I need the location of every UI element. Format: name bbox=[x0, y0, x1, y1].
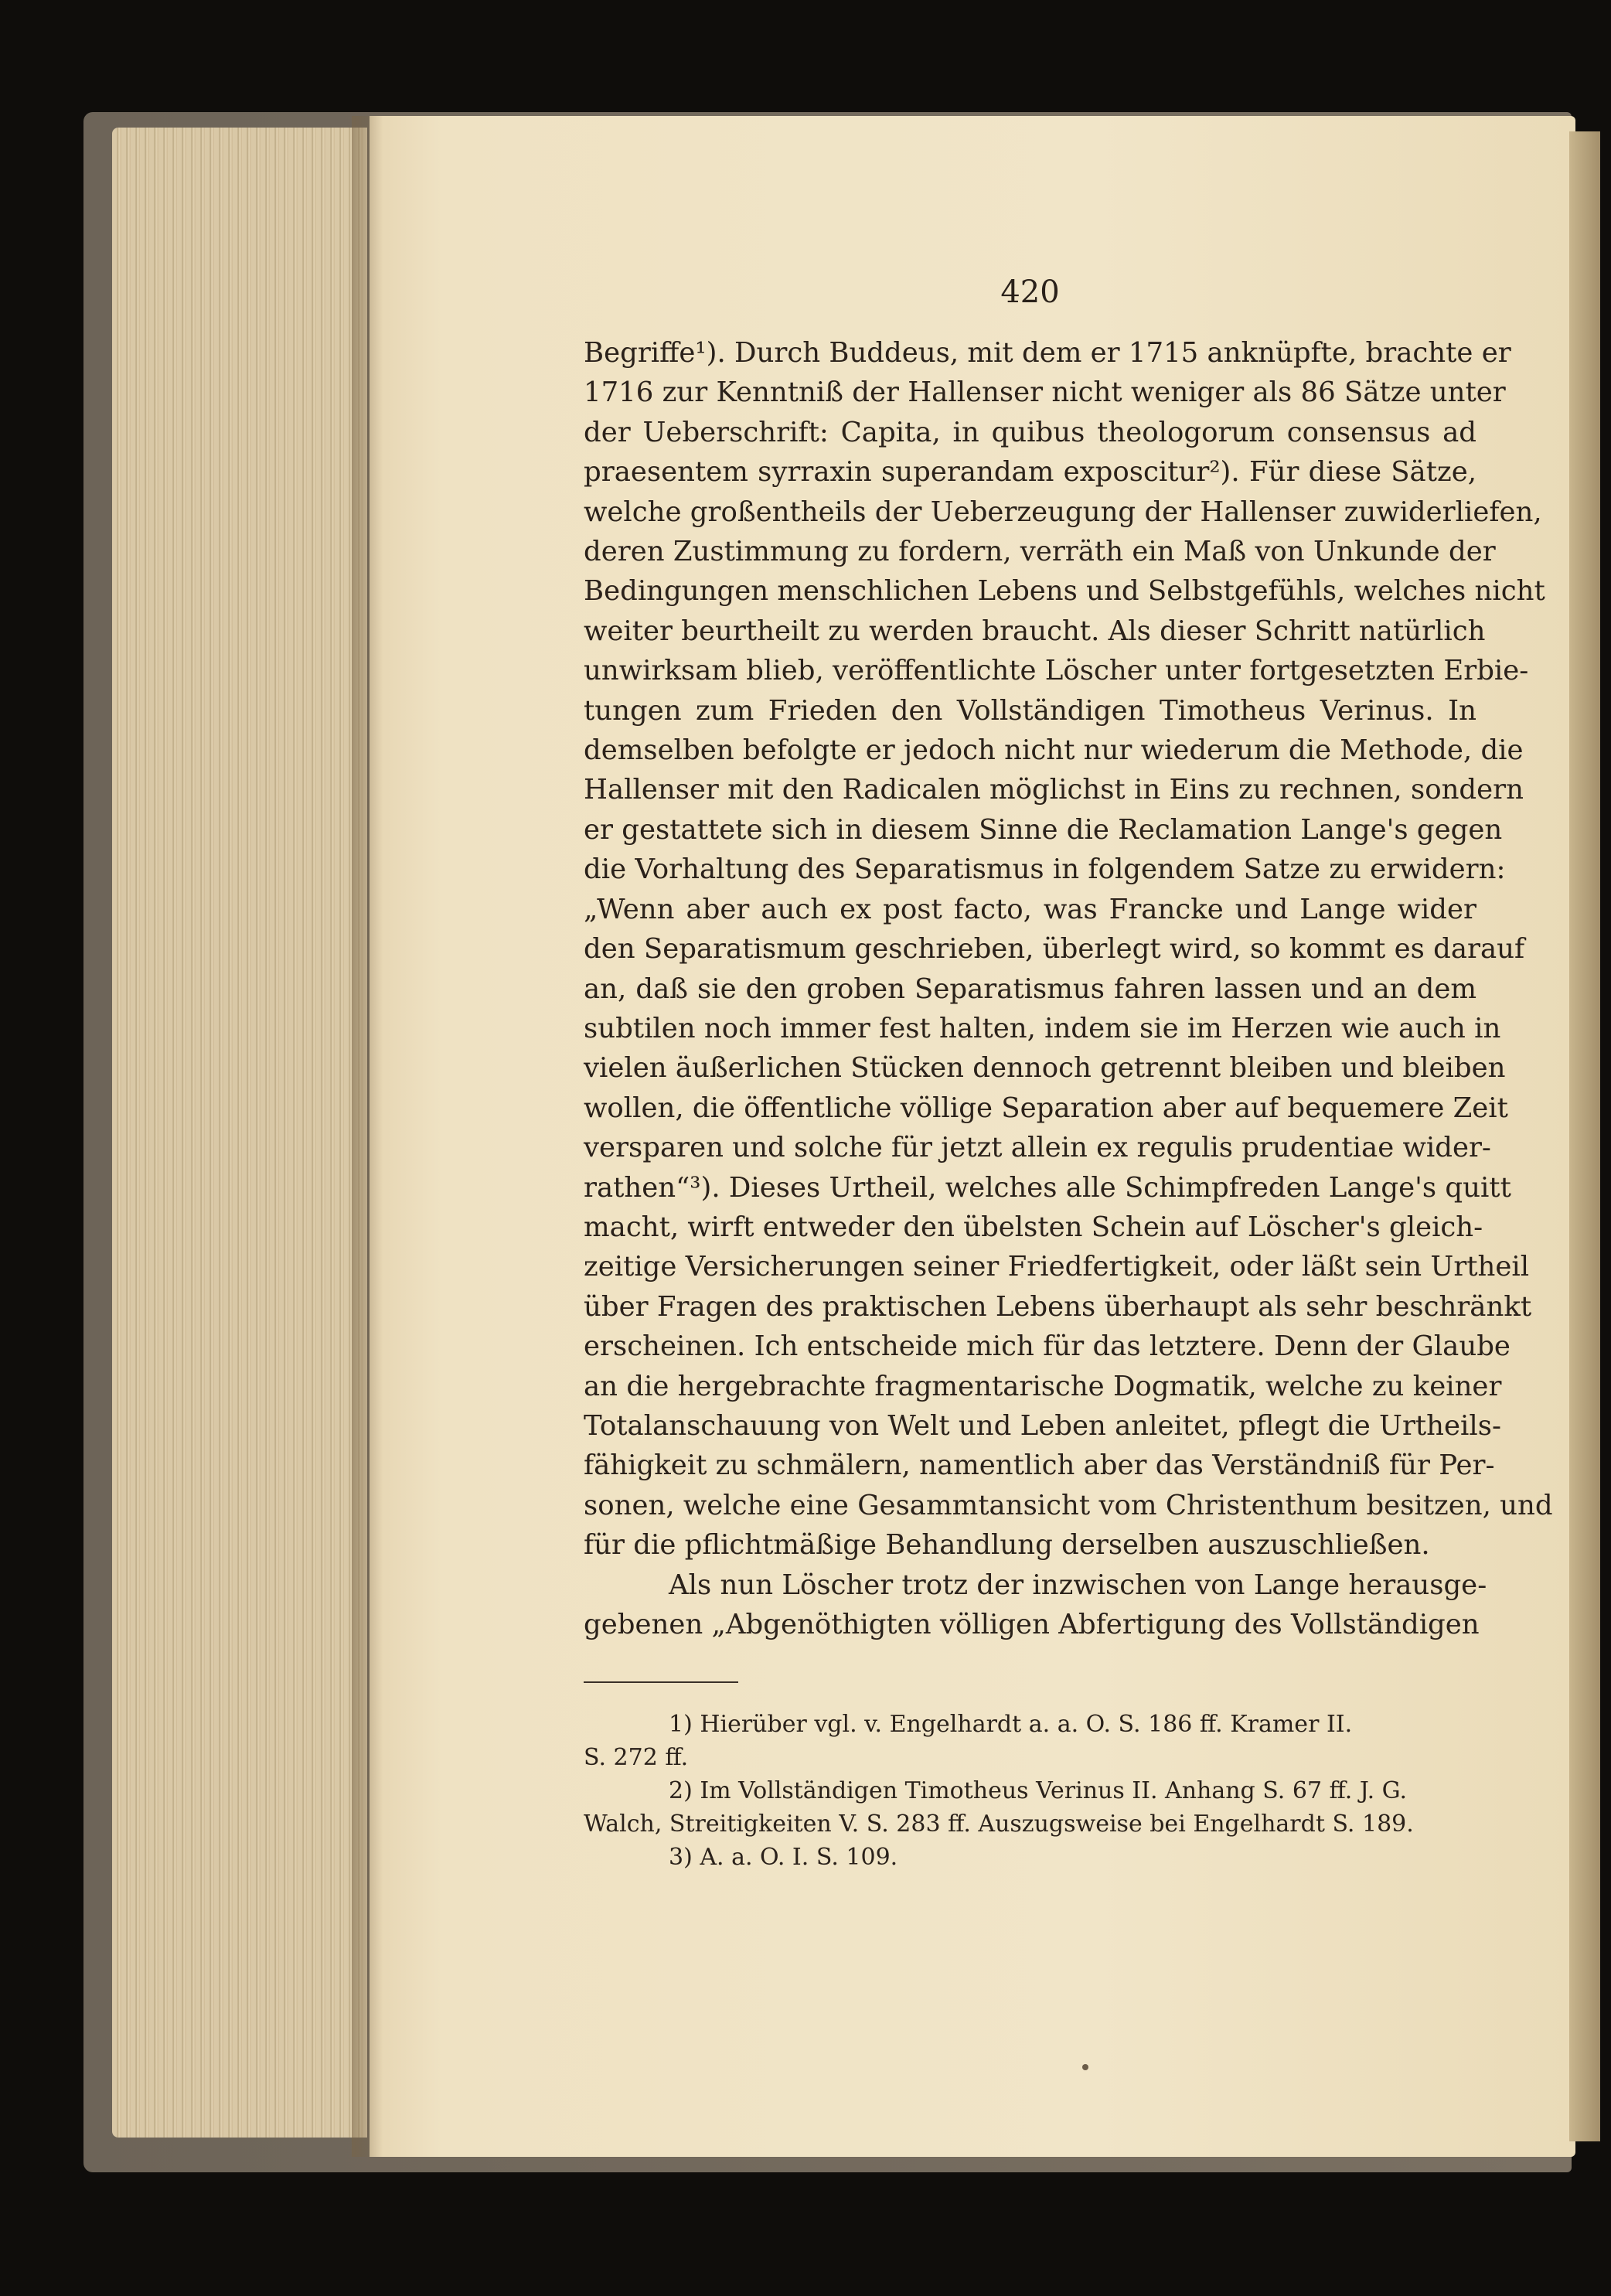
text-line: praesentem syrraxin superandam exposcitur²). Für diese Sätze, bbox=[584, 456, 1476, 489]
footnote-3: 3) A. a. O. I. S. 109. bbox=[669, 1844, 898, 1872]
text-line: an, daß sie den groben Separatismus fahren lassen und an dem bbox=[584, 973, 1476, 1005]
text-line: subtilen noch immer fest halten, indem sie im Herzen wie auch in bbox=[584, 1012, 1501, 1044]
text-line: vielen äußerlichen Stücken dennoch getrennt bleiben und bleiben bbox=[584, 1052, 1506, 1085]
text-line: 1716 zur Kenntniß der Hallenser nicht weniger als 86 Sätze unter bbox=[584, 376, 1506, 409]
right-page-edge bbox=[1569, 131, 1600, 2141]
footnote-1: 1) Hierüber vgl. v. Engelhardt a. a. O. S. 186 ff. Kramer II. bbox=[669, 1711, 1353, 1739]
text-line: erscheinen. Ich entscheide mich für das letztere. Denn der Glaube bbox=[584, 1330, 1511, 1363]
paragraph-2 bbox=[584, 1565, 1487, 1645]
text-line: rathen“³). Dieses Urtheil, welches alle Schimpfreden Lange's quitt bbox=[584, 1171, 1511, 1204]
text-line: weiter beurtheilt zu werden braucht. Als dieser Schritt natürlich bbox=[584, 615, 1486, 647]
footnote-2-cont: Walch, Streitigkeiten V. S. 283 ff. Auszugsweise bei Engelhardt S. 189. bbox=[584, 1811, 1414, 1838]
footnotes bbox=[584, 1708, 1476, 1874]
text-line: er gestattete sich in diesem Sinne die Reclamation Lange's gegen bbox=[584, 813, 1503, 846]
text-line: deren Zustimmung zu fordern, verräth ein Maß von Unkunde der bbox=[584, 536, 1496, 568]
text-line: der Ueberschrift: Capita, in quibus theologorum consensus ad bbox=[584, 416, 1476, 448]
text-line: „Wenn aber auch ex post facto, was Francke und Lange wider bbox=[584, 893, 1476, 925]
text-line: unwirksam blieb, veröffentlichte Löscher unter fortgesetzten Erbie- bbox=[584, 655, 1529, 687]
footnote-1-cont: S. 272 ff. bbox=[584, 1744, 689, 1772]
text-line: zeitige Versicherungen seiner Friedfertigkeit, oder läßt sein Urtheil bbox=[584, 1251, 1530, 1283]
text-line: welche großentheils der Ueberzeugung der Hallenser zuwiderliefen, bbox=[584, 496, 1542, 528]
text-line: Bedingungen menschlichen Lebens und Selbstgefühls, welches nicht bbox=[584, 575, 1545, 608]
text-line: für die pflichtmäßige Behandlung derselben auszuschließen. bbox=[584, 1529, 1430, 1562]
page-edges bbox=[112, 128, 367, 2138]
text-line: tungen zum Frieden den Vollständigen Timotheus Verinus. In bbox=[584, 694, 1476, 727]
text-line: wollen, die öffentliche völlige Separation aber auf bequemere Zeit bbox=[584, 1092, 1508, 1124]
footnote-divider bbox=[584, 1681, 738, 1683]
footnote-2: 2) Im Vollständigen Timotheus Verinus II. Anhang S. 67 ff. J. G. bbox=[669, 1777, 1408, 1805]
text-line: fähigkeit zu schmälern, namentlich aber das Verständniß für Per- bbox=[584, 1449, 1495, 1482]
text-line: an die hergebrachte fragmentarische Dogmatik, welche zu keiner bbox=[584, 1370, 1502, 1402]
text-line: sonen, welche eine Gesammtansicht vom Christenthum besitzen, und bbox=[584, 1489, 1553, 1521]
text-line: den Separatismum geschrieben, überlegt wird, so kommt es darauf bbox=[584, 933, 1525, 966]
spine-shadow bbox=[352, 116, 383, 2157]
page-number: 420 bbox=[1000, 274, 1060, 310]
text-line: demselben befolgte er jedoch nicht nur wiederum die Methode, die bbox=[584, 734, 1524, 767]
text-line: die Vorhaltung des Separatismus in folgendem Satze zu erwidern: bbox=[584, 853, 1506, 886]
text-line: Hallenser mit den Radicalen möglichst in Eins zu rechnen, sondern bbox=[584, 774, 1524, 806]
paragraph-1 bbox=[584, 333, 1553, 1565]
text-line: gebenen „Abgenöthigten völligen Abfertigung des Vollständigen bbox=[584, 1609, 1480, 1640]
text-line: Als nun Löscher trotz der inzwischen von Lange herausge- bbox=[669, 1569, 1487, 1601]
text-line: versparen und solche für jetzt allein ex regulis prudentiae wider- bbox=[584, 1132, 1491, 1164]
text-line: macht, wirft entweder den übelsten Schein auf Löscher's gleich- bbox=[584, 1211, 1483, 1243]
ink-speck bbox=[1082, 2064, 1088, 2070]
text-line: Begriffe¹). Durch Buddeus, mit dem er 1715 anknüpfte, brachte er bbox=[584, 337, 1511, 369]
text-line: Totalanschauung von Welt und Leben anleitet, pflegt die Urtheils- bbox=[584, 1409, 1501, 1442]
page-content bbox=[584, 274, 1553, 1874]
text-line: über Fragen des praktischen Lebens überhaupt als sehr beschränkt bbox=[584, 1290, 1532, 1323]
